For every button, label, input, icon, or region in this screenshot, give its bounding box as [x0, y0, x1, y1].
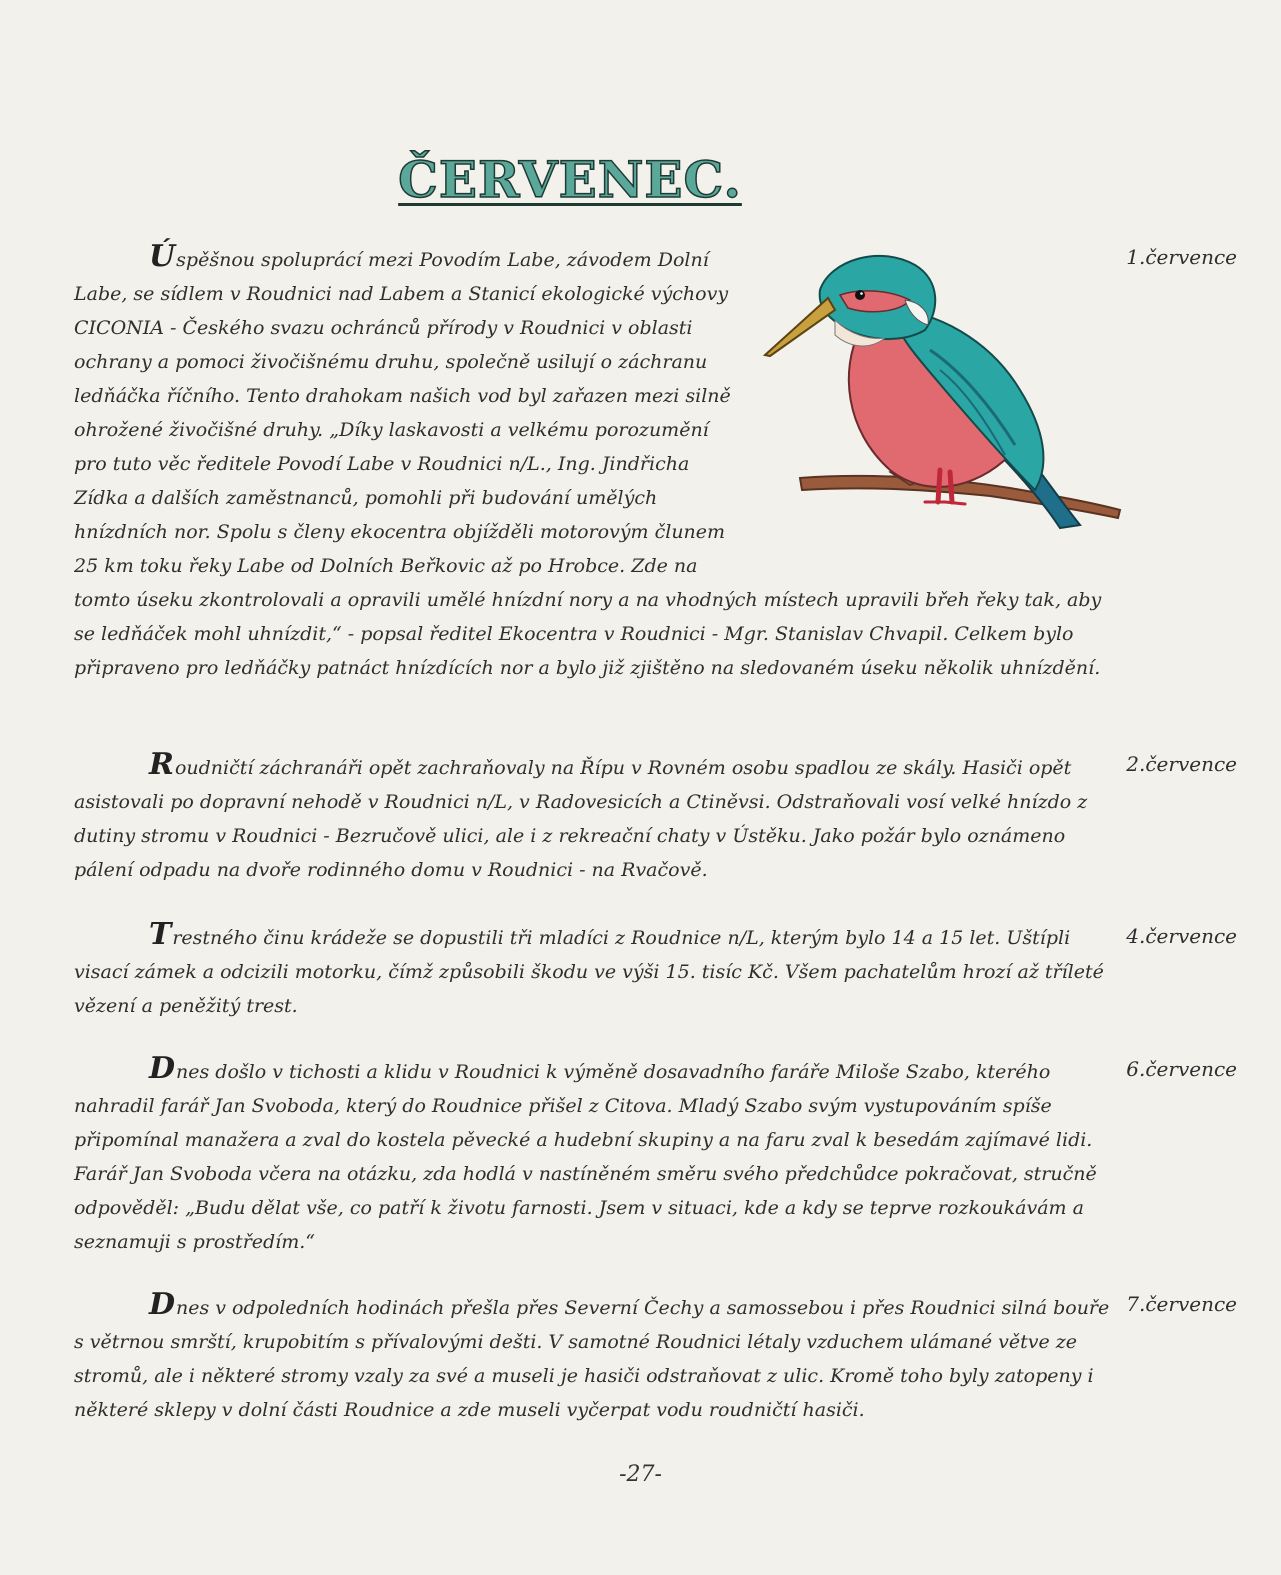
entry-4-initial: D — [149, 1051, 176, 1086]
entry-5-text: nes v odpoledních hodinách přešla přes Severní Čechy a samossebou i přes Roudnici silná bouře s větrnou smrští, krupobitím s přívalovými dešti. V samotné Roudnici létaly vzduchem ulámané větve ze stromů, ale i některé stromy vzaly za své a museli je hasiči odstraňovat z ulic. Kromě toho byly zatopeny i některé sklepy v dolní části Roudnice a zde museli vyčerpat vodu roudničtí hasiči. — [74, 1297, 1110, 1421]
entry-2-initial: R — [149, 747, 174, 782]
entry-1-text: spěšnou spoluprácí mezi Povodím Labe, závodem Dolní Labe, se sídlem v Roudnici nad Labem a Stanicí ekologické výchovy CICONIA - Českého svazu ochránců přírody v Roudnici v oblasti ochrany a pomoci živočišnému druhu, společně usilují o záchranu ledňáčka říčního. Tento drahokam našich vod byl zařazen mezi silně ohrožené živočišné druhy. „Díky laskavosti a velkému porozumění pro tuto věc ředitele Povodí Labe v Roudnici n/L., Ing. Jindřicha Zídka a dalších zaměstnanců, pomohli při budování umělých hnízdních nor. Spolu s členy ekocentra objížděli motorovým člunem 25 km toku řeky Labe od Dolních Beřkovic až po Hrobce. Zde na tomto úseku zkontrolovali a opravili umělé hnízdní nory a na vhodných místech upravili břeh řeky tak, aby se ledňáček mohl uhnízdit,“ - popsal ředitel Ekocentra v Roudnici - Mgr. Stanislav Chvapil. Celkem bylo připraveno pro ledňáčky patnáct hnízdících nor a bylo již zjištěno na sledovaném úseku několik uhnízdění. — [74, 249, 1102, 679]
entry-4-date: 6.července — [1126, 1057, 1237, 1081]
entry-5-initial: D — [149, 1287, 176, 1322]
entry-2-date: 2.července — [1126, 752, 1237, 776]
page-number: -27- — [619, 1462, 662, 1487]
page-title: ČERVENEC. — [398, 150, 742, 209]
entry-3-date: 4.července — [1126, 924, 1237, 948]
entry-4-text: nes došlo v tichosti a klidu v Roudnici k výměně dosavadního faráře Miloše Szabo, kterého nahradil farář Jan Svoboda, který do Roudnice přišel z Citova. Mladý Szabo svým vystupováním spíše připomínal manažera a zval do kostela pěvecké a hudební skupiny a na faru zval k besedám zajímavé lidi. Farář Jan Svoboda včera na otázku, zda hodlá v nastíněném směru svého předchůdce pokračovat, stručně odpověděl: „Budu dělat vše, co patří k životu farnosti. Jsem v situaci, kde a kdy se teprve rozkoukávám a seznamuji s prostředím.“ — [74, 1061, 1097, 1253]
entry-1-date: 1.července — [1126, 245, 1237, 269]
entry-4-paragraph — [74, 1052, 1119, 1259]
entry-3-text: restného činu krádeže se dopustili tři mladíci z Roudnice n/L, kterým bylo 14 a 15 let. Uštípli visací zámek a odcizili motorku, čímž způsobili škodu ve výši 15. tisíc Kč. Všem pachatelům hrozí až tříleté vězení a peněžitý trest. — [74, 927, 1104, 1017]
entry-3-initial: T — [149, 917, 172, 952]
entry-5-paragraph — [74, 1288, 1119, 1427]
entry-5-date: 7.července — [1126, 1292, 1237, 1316]
entry-2-paragraph — [74, 748, 1119, 887]
entry-1-initial: Ú — [149, 239, 176, 274]
entry-1-paragraph — [74, 240, 1119, 685]
entry-2-text: oudničtí záchranáři opět zachraňovaly na Řípu v Rovném osobu spadlou ze skály. Hasiči opět asistovali po dopravní nehodě v Roudnici n/L, v Radovesicích a Ctiněvsi. Odstraňovali vosí velké hnízdo z dutiny stromu v Roudnici - Bezručově ulici, ale i z rekreační chaty v Ústěku. Jako požár bylo oznámeno pálení odpadu na dvoře rodinného domu v Roudnici - na Rvačově. — [74, 757, 1088, 881]
entry-3-paragraph — [74, 918, 1119, 1023]
illustration-space — [749, 240, 1119, 555]
